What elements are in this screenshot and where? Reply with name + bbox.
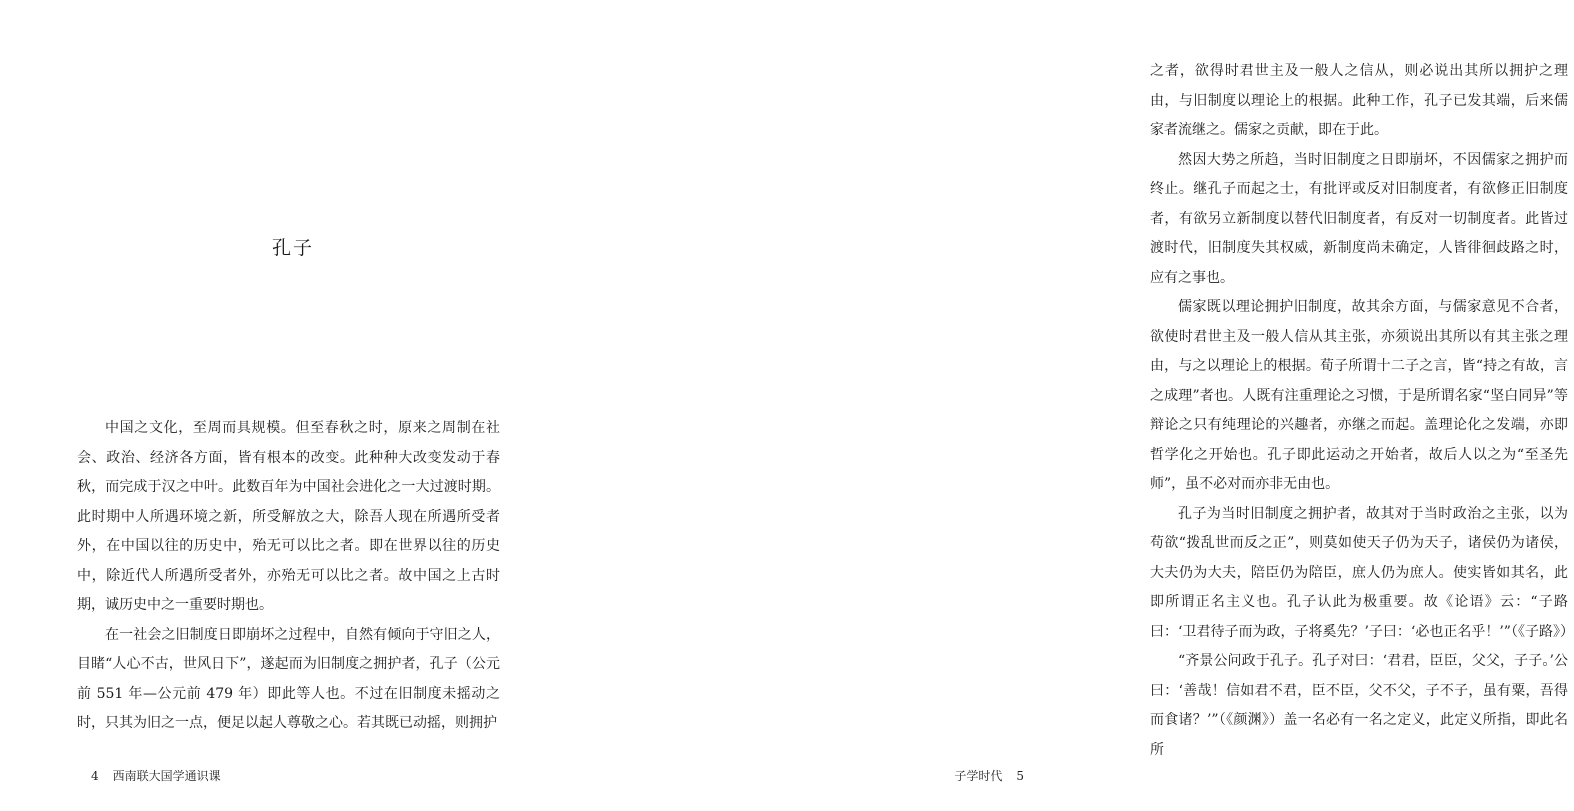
paragraph: 孔子为当时旧制度之拥护者，故其对于当时政治之主张，以为苟欲“拨乱世而反之正”，则莫如使天子仍为天子，诸侯仍为诸侯，大夫仍为大夫，陪臣仍为陪臣，庶人仍为庶人。使实皆如其名，此即所谓正名主义也。孔子认此为极重要。故《论语》云：“子路曰：‘卫君待子而为政，子将奚先？’子曰：‘必也正名乎！’”（《子路》） [1150,505,1574,640]
right-page [540,0,1574,811]
paragraph: 在一社会之旧制度日即崩坏之过程中，自然有倾向于守旧之人，目睹“人心不古，世风日下”，遂起而为旧制度之拥护者，孔子（公元前 551 年—公元前 479 年）即此等人也。不过在旧制度未摇动之时，只其为旧之一点，便足以起人尊敬之心。若其既已动摇，则拥护 [77,626,500,731]
left-page [0,0,540,811]
page-number: 4 [91,769,99,783]
paragraph: “齐景公问政于孔子。孔子对曰：‘君君，臣臣，父父，子子。’公曰：‘善哉！信如君不君，臣不臣，父不父，子不子，虽有粟，吾得而食诸？’”（《颜渊》）盖一名必有一名之定义，此定义所指，即此名所 [1150,653,1568,758]
chapter-title: 孔子 [272,237,315,259]
paragraph: 儒家既以理论拥护旧制度，故其余方面，与儒家意见不合者，欲使时君世主及一般人信从其主张，亦须说出其所以有其主张之理由，与之以理论上的根据。荀子所谓十二子之言，皆“持之有故，言之成理”者也。人既有注重理论之习惯，于是所谓名家“坚白同异”等辩论之只有纯理论的兴趣者，亦继之而起。盖理论化之发端，亦即哲学化之开始也。孔子即此运动之开始者，故后人以之为“至圣先师”，虽不必对而亦非无由也。 [1150,299,1568,492]
book-title: 西南联大国学通识课 [112,769,221,783]
left-page-footer [77,767,221,784]
section-title: 子学时代 [954,769,1003,783]
right-page-footer [954,767,1024,784]
paragraph-continuation: 之者，欲得时君世主及一般人之信从，则必说出其所以拥护之理由，与旧制度以理论上的根据。此种工作，孔子已发其端，后来儒家者流继之。儒家之贡献，即在于此。 [1150,63,1568,138]
right-page-body [1150,57,1574,765]
paragraph: 然因大势之所趋，当时旧制度之日即崩坏，不因儒家之拥护而终止。继孔子而起之士，有批评或反对旧制度者，有欲修正旧制度者，有欲另立新制度以替代旧制度者，有反对一切制度者。此皆过渡时代，旧制度失其权威，新制度尚未确定，人皆徘徊歧路之时，应有之事也。 [1150,151,1568,286]
page-number: 5 [1016,769,1024,783]
paragraph: 中国之文化，至周而具规模。但至春秋之时，原来之周制在社会、政治、经济各方面，皆有根本的改变。此种种大改变发动于春秋，而完成于汉之中叶。此数百年为中国社会进化之一大过渡时期。此时期中人所遇环境之新，所受解放之大，除吾人现在所遇所受者外，在中国以往的历史中，殆无可以比之者。即在世界以往的历史中，除近代人所遇所受者外，亦殆无可以比之者。故中国之上古时期，诚历史中之一重要时期也。 [77,420,500,613]
left-page-body [77,414,500,739]
